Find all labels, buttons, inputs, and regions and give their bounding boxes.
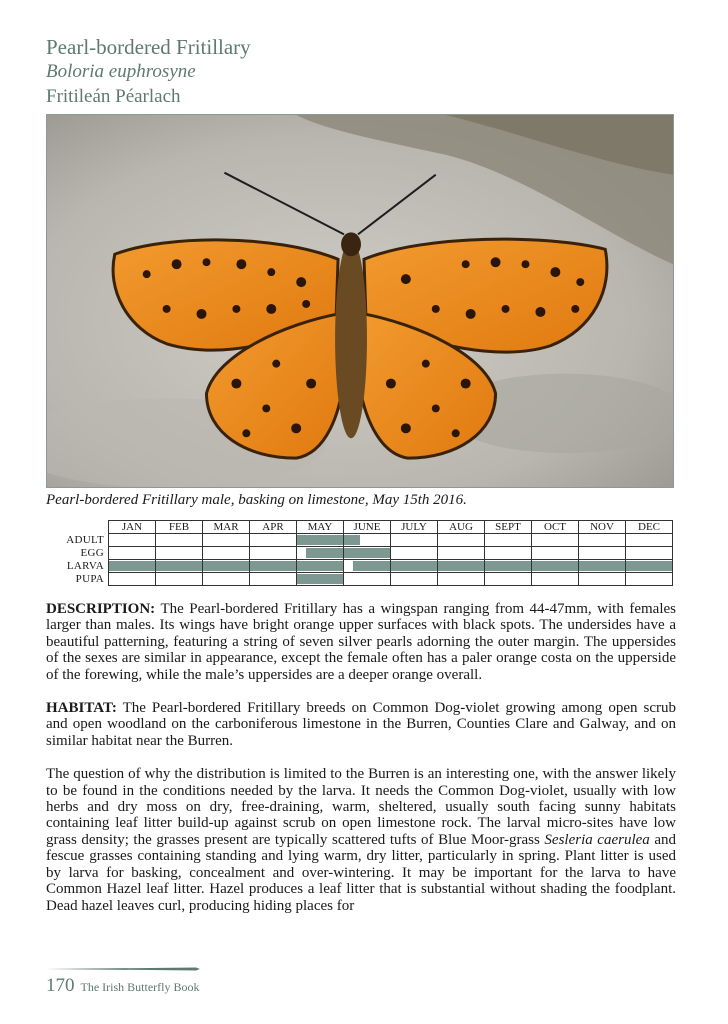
calendar-cell [532, 573, 579, 586]
calendar-cell [156, 573, 203, 586]
calendar-cell [203, 560, 250, 573]
row-label: ADULT [66, 534, 104, 546]
butterfly-body [335, 239, 367, 438]
body-text [46, 601, 676, 931]
calendar-cell [156, 534, 203, 547]
latin-name: Boloria euphrosyne [46, 61, 196, 82]
period-bar [250, 561, 296, 571]
calendar-cell [532, 534, 579, 547]
month-header: AUG [438, 521, 485, 534]
calendar-header-row [46, 521, 673, 534]
calendar-cell [532, 547, 579, 560]
calendar-cell [203, 534, 250, 547]
calendar-cell [438, 547, 485, 560]
habitat-heading: HABITAT: [46, 700, 117, 717]
calendar-cell [297, 547, 344, 560]
calendar-cell [109, 573, 156, 586]
footer-rule [46, 966, 200, 972]
butterfly-illustration [47, 115, 673, 487]
page-title: Pearl-bordered Fritillary [46, 35, 251, 59]
month-header: JUNE [344, 521, 391, 534]
calendar-cell [344, 560, 391, 573]
description-paragraph [46, 601, 676, 683]
calendar-cell [391, 560, 438, 573]
calendar-cell [297, 560, 344, 573]
month-header: MAY [297, 521, 344, 534]
calendar-cell [626, 534, 673, 547]
month-header: FEB [156, 521, 203, 534]
month-header: MAR [203, 521, 250, 534]
calendar-cell [297, 534, 344, 547]
period-bar [391, 561, 437, 571]
habitat-paragraph [46, 700, 676, 749]
distribution-paragraph [46, 766, 676, 914]
calendar-cell [438, 534, 485, 547]
calendar-cell [579, 573, 626, 586]
period-bar [109, 561, 155, 571]
calendar-cell [203, 573, 250, 586]
calendar-cell [626, 573, 673, 586]
month-header: JAN [109, 521, 156, 534]
calendar-cell [626, 560, 673, 573]
period-bar [353, 561, 390, 571]
butterfly-photo [46, 114, 674, 488]
book-title: The Irish Butterfly Book [80, 980, 200, 994]
calendar-row-pupa [46, 573, 673, 586]
calendar-cell [485, 547, 532, 560]
period-bar [297, 535, 343, 545]
month-header: APR [250, 521, 297, 534]
distribution-text-2: and fescue grasses containing standing and lying warm, dry litter, particularly in spring. Plant litter is used by larva for basking, concealment and over-wintering. It may be important for the larva to have Common Hazel leaf litter. Hazel produces a leaf litter that is substantial without shading the foodplant. Dead hazel leaves curl, producing hiding places for [46, 831, 676, 914]
calendar-cell [250, 573, 297, 586]
calendar-cell [297, 573, 344, 586]
flight-calendar [46, 520, 673, 586]
calendar-row-larva [46, 560, 673, 573]
calendar-cell [250, 560, 297, 573]
calendar-cell [579, 534, 626, 547]
period-bar [626, 561, 672, 571]
month-header: DEC [626, 521, 673, 534]
month-header: JULY [391, 521, 438, 534]
calendar-cell [485, 573, 532, 586]
calendar-cell [532, 560, 579, 573]
title-block [46, 34, 251, 110]
calendar-cell [626, 547, 673, 560]
description-heading: DESCRIPTION: [46, 601, 156, 617]
description-text: The Pearl-bordered Fritillary has a wingspan ranging from 44-47mm, with females larger than males. Its wings have bright orange upper surfaces with black spots. The undersides have a beautiful patterning, featuring a string of seven silver pearls adorning the outer margin. The uppersides of the sexes are similar in appearance, except the female often has a paler orange costa on the upperside of the forewing, while the male’s uppersides are a deeper orange overall. [46, 601, 676, 683]
calendar-cell [250, 547, 297, 560]
calendar-cell [391, 534, 438, 547]
calendar-cell [344, 534, 391, 547]
period-bar [344, 535, 360, 545]
calendar-cell [109, 534, 156, 547]
calendar-cell [156, 547, 203, 560]
page-footer [46, 975, 199, 997]
calendar-cell [344, 547, 391, 560]
period-bar [297, 561, 343, 571]
species-italic: Sesleria caerulea [544, 831, 650, 848]
calendar-cell [250, 534, 297, 547]
distribution-text-1: The question of why the distribution is limited to the Burren is an interesting one, with the answer likely to be found in the conditions needed by the larva. It needs the Common Dog-violet, usually with low herbs and dry moss on dry, free-draining, warm, sheltered, usually south facing sunny habitats containing leaf litter build-up against scrub on open limestone rock. The larval micro-sites have low grass density; the grasses present are typically scattered tufts of Blue Moor-grass [46, 766, 676, 848]
period-bar [532, 561, 578, 571]
calendar-cell [485, 560, 532, 573]
calendar-cell [156, 560, 203, 573]
period-bar [438, 561, 484, 571]
period-bar [485, 561, 531, 571]
month-header: NOV [579, 521, 626, 534]
period-bar [579, 561, 625, 571]
row-label: PUPA [75, 573, 104, 585]
period-bar [297, 574, 343, 584]
calendar-cell [203, 547, 250, 560]
calendar-cell [391, 573, 438, 586]
calendar-cell [344, 573, 391, 586]
period-bar [344, 548, 390, 558]
habitat-text: The Pearl-bordered Fritillary breeds on Common Dog-violet growing among open scrub and open woodland on the carboniferous limestone in the Burren, Counties Clare and Galway, and on similar habitat near the Burren. [46, 700, 676, 749]
calendar-cell [579, 560, 626, 573]
month-header: OCT [532, 521, 579, 534]
calendar-cell [438, 560, 485, 573]
row-label: LARVA [66, 560, 104, 572]
photo-caption: Pearl-bordered Fritillary male, basking on limestone, May 15th 2016. [46, 492, 467, 508]
calendar-row-adult [46, 534, 673, 547]
row-label: EGG [80, 547, 104, 559]
calendar-cell [438, 573, 485, 586]
page-number: 170 [46, 975, 75, 996]
period-bar [306, 548, 343, 558]
month-header: SEPT [485, 521, 532, 534]
calendar-cell [109, 560, 156, 573]
period-bar [203, 561, 249, 571]
calendar-cell [391, 547, 438, 560]
calendar-row-egg [46, 547, 673, 560]
irish-name: Fritileán Péarlach [46, 86, 181, 107]
calendar-cell [109, 547, 156, 560]
period-bar [156, 561, 202, 571]
calendar-cell [485, 534, 532, 547]
calendar-cell [579, 547, 626, 560]
